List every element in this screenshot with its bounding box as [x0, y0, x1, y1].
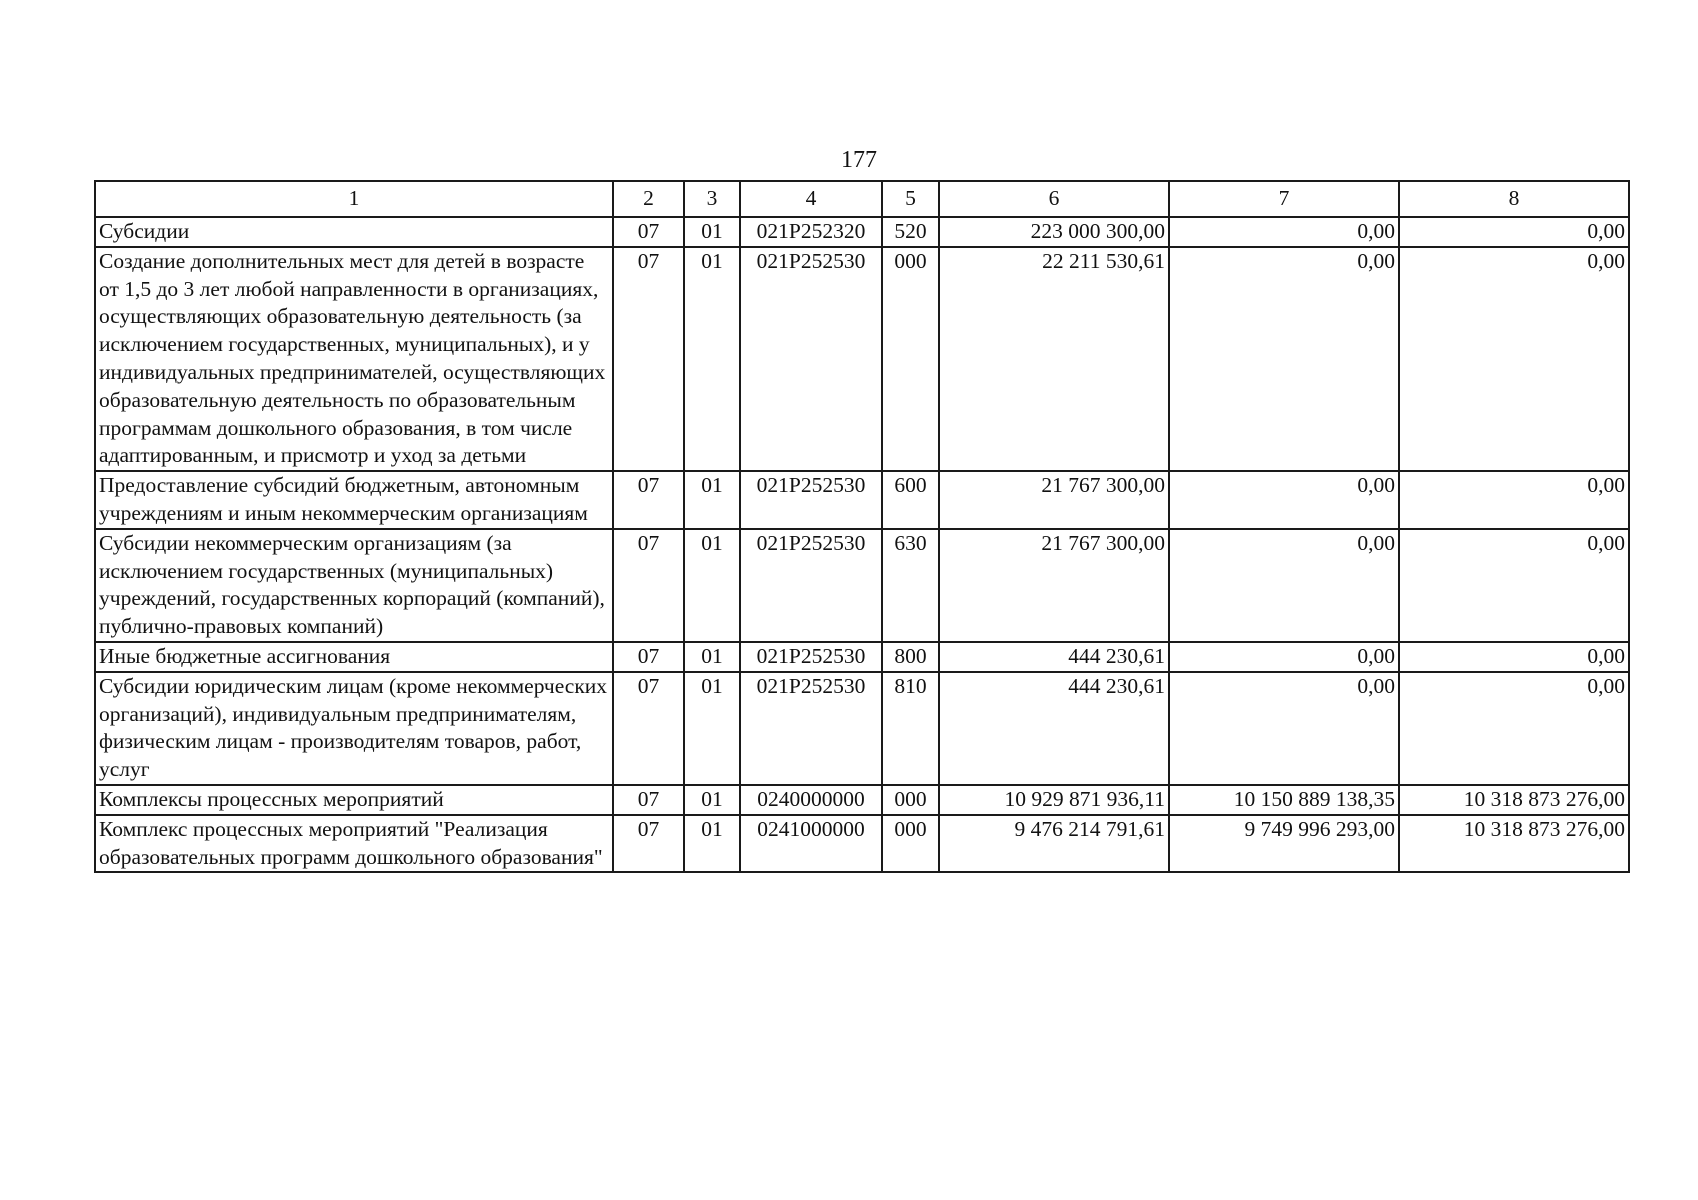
- row-target-code: 0240000000: [740, 785, 882, 815]
- row-name: Предоставление субсидий бюджетным, автономным учреждениям и иным некоммерческим организациям: [95, 471, 613, 529]
- row-section: 07: [613, 471, 684, 529]
- row-target-code: 021P252530: [740, 642, 882, 672]
- row-value-8: 10 318 873 276,00: [1399, 815, 1629, 873]
- row-target-code: 021P252320: [740, 217, 882, 247]
- row-name: Создание дополнительных мест для детей в возрасте от 1,5 до 3 лет любой направленности в организациях, осуществляющих образовательную деятельность (за исключением государственных, муниципальных), и у индивидуальных предпринимателей, осуществляющих образовательную деятельность по образовательным программам дошкольного образования, в том числе адаптированным, и присмотр и уход за детьми: [95, 247, 613, 471]
- row-value-8: 0,00: [1399, 642, 1629, 672]
- row-expense-type: 600: [882, 471, 939, 529]
- row-name: Комплекс процессных мероприятий "Реализация образовательных программ дошкольного образования": [95, 815, 613, 873]
- row-value-6: 22 211 530,61: [939, 247, 1169, 471]
- row-section: 07: [613, 642, 684, 672]
- row-value-6: 21 767 300,00: [939, 471, 1169, 529]
- header-col-8: 8: [1399, 181, 1629, 217]
- row-value-8: 0,00: [1399, 247, 1629, 471]
- row-value-7: 0,00: [1169, 217, 1399, 247]
- header-col-7: 7: [1169, 181, 1399, 217]
- row-value-7: 9 749 996 293,00: [1169, 815, 1399, 873]
- row-subsection: 01: [684, 217, 740, 247]
- row-name: Субсидии юридическим лицам (кроме некоммерческих организаций), индивидуальным предпринимателям, физическим лицам - производителям товаров, работ, услуг: [95, 672, 613, 785]
- row-value-7: 0,00: [1169, 471, 1399, 529]
- row-section: 07: [613, 785, 684, 815]
- row-value-7: 10 150 889 138,35: [1169, 785, 1399, 815]
- row-expense-type: 000: [882, 815, 939, 873]
- row-expense-type: 000: [882, 247, 939, 471]
- row-subsection: 01: [684, 529, 740, 642]
- header-col-1: 1: [95, 181, 613, 217]
- budget-table: [94, 180, 1630, 873]
- row-value-8: 10 318 873 276,00: [1399, 785, 1629, 815]
- row-value-6: 223 000 300,00: [939, 217, 1169, 247]
- row-target-code: 021P252530: [740, 529, 882, 642]
- table-row: [95, 642, 1629, 672]
- row-subsection: 01: [684, 471, 740, 529]
- header-col-4: 4: [740, 181, 882, 217]
- row-section: 07: [613, 529, 684, 642]
- table-row: [95, 217, 1629, 247]
- row-value-7: 0,00: [1169, 642, 1399, 672]
- row-value-6: 9 476 214 791,61: [939, 815, 1169, 873]
- header-row: [95, 181, 1629, 217]
- row-name: Комплексы процессных мероприятий: [95, 785, 613, 815]
- row-name: Субсидии некоммерческим организациям (за исключением государственных (муниципальных) учреждений, государственных корпораций (компаний), публично-правовых компаний): [95, 529, 613, 642]
- row-value-8: 0,00: [1399, 471, 1629, 529]
- table-row: [95, 247, 1629, 471]
- row-expense-type: 520: [882, 217, 939, 247]
- row-value-6: 444 230,61: [939, 642, 1169, 672]
- row-subsection: 01: [684, 815, 740, 873]
- table-row: [95, 471, 1629, 529]
- row-subsection: 01: [684, 642, 740, 672]
- row-value-6: 10 929 871 936,11: [939, 785, 1169, 815]
- row-target-code: 021P252530: [740, 471, 882, 529]
- row-target-code: 021P252530: [740, 247, 882, 471]
- row-subsection: 01: [684, 672, 740, 785]
- table-row: [95, 815, 1629, 873]
- row-expense-type: 630: [882, 529, 939, 642]
- header-col-5: 5: [882, 181, 939, 217]
- header-col-3: 3: [684, 181, 740, 217]
- row-value-8: 0,00: [1399, 217, 1629, 247]
- row-value-7: 0,00: [1169, 529, 1399, 642]
- table-row: [95, 672, 1629, 785]
- row-value-6: 444 230,61: [939, 672, 1169, 785]
- row-subsection: 01: [684, 785, 740, 815]
- row-expense-type: 000: [882, 785, 939, 815]
- row-subsection: 01: [684, 247, 740, 471]
- row-target-code: 021P252530: [740, 672, 882, 785]
- row-value-7: 0,00: [1169, 672, 1399, 785]
- row-expense-type: 800: [882, 642, 939, 672]
- row-section: 07: [613, 672, 684, 785]
- table-row: [95, 529, 1629, 642]
- row-value-8: 0,00: [1399, 672, 1629, 785]
- row-target-code: 0241000000: [740, 815, 882, 873]
- row-section: 07: [613, 247, 684, 471]
- row-value-6: 21 767 300,00: [939, 529, 1169, 642]
- table-row: [95, 785, 1629, 815]
- header-col-2: 2: [613, 181, 684, 217]
- header-col-6: 6: [939, 181, 1169, 217]
- row-value-8: 0,00: [1399, 529, 1629, 642]
- row-value-7: 0,00: [1169, 247, 1399, 471]
- row-name: Субсидии: [95, 217, 613, 247]
- row-section: 07: [613, 815, 684, 873]
- row-section: 07: [613, 217, 684, 247]
- page-number: 177: [841, 147, 877, 173]
- row-name: Иные бюджетные ассигнования: [95, 642, 613, 672]
- row-expense-type: 810: [882, 672, 939, 785]
